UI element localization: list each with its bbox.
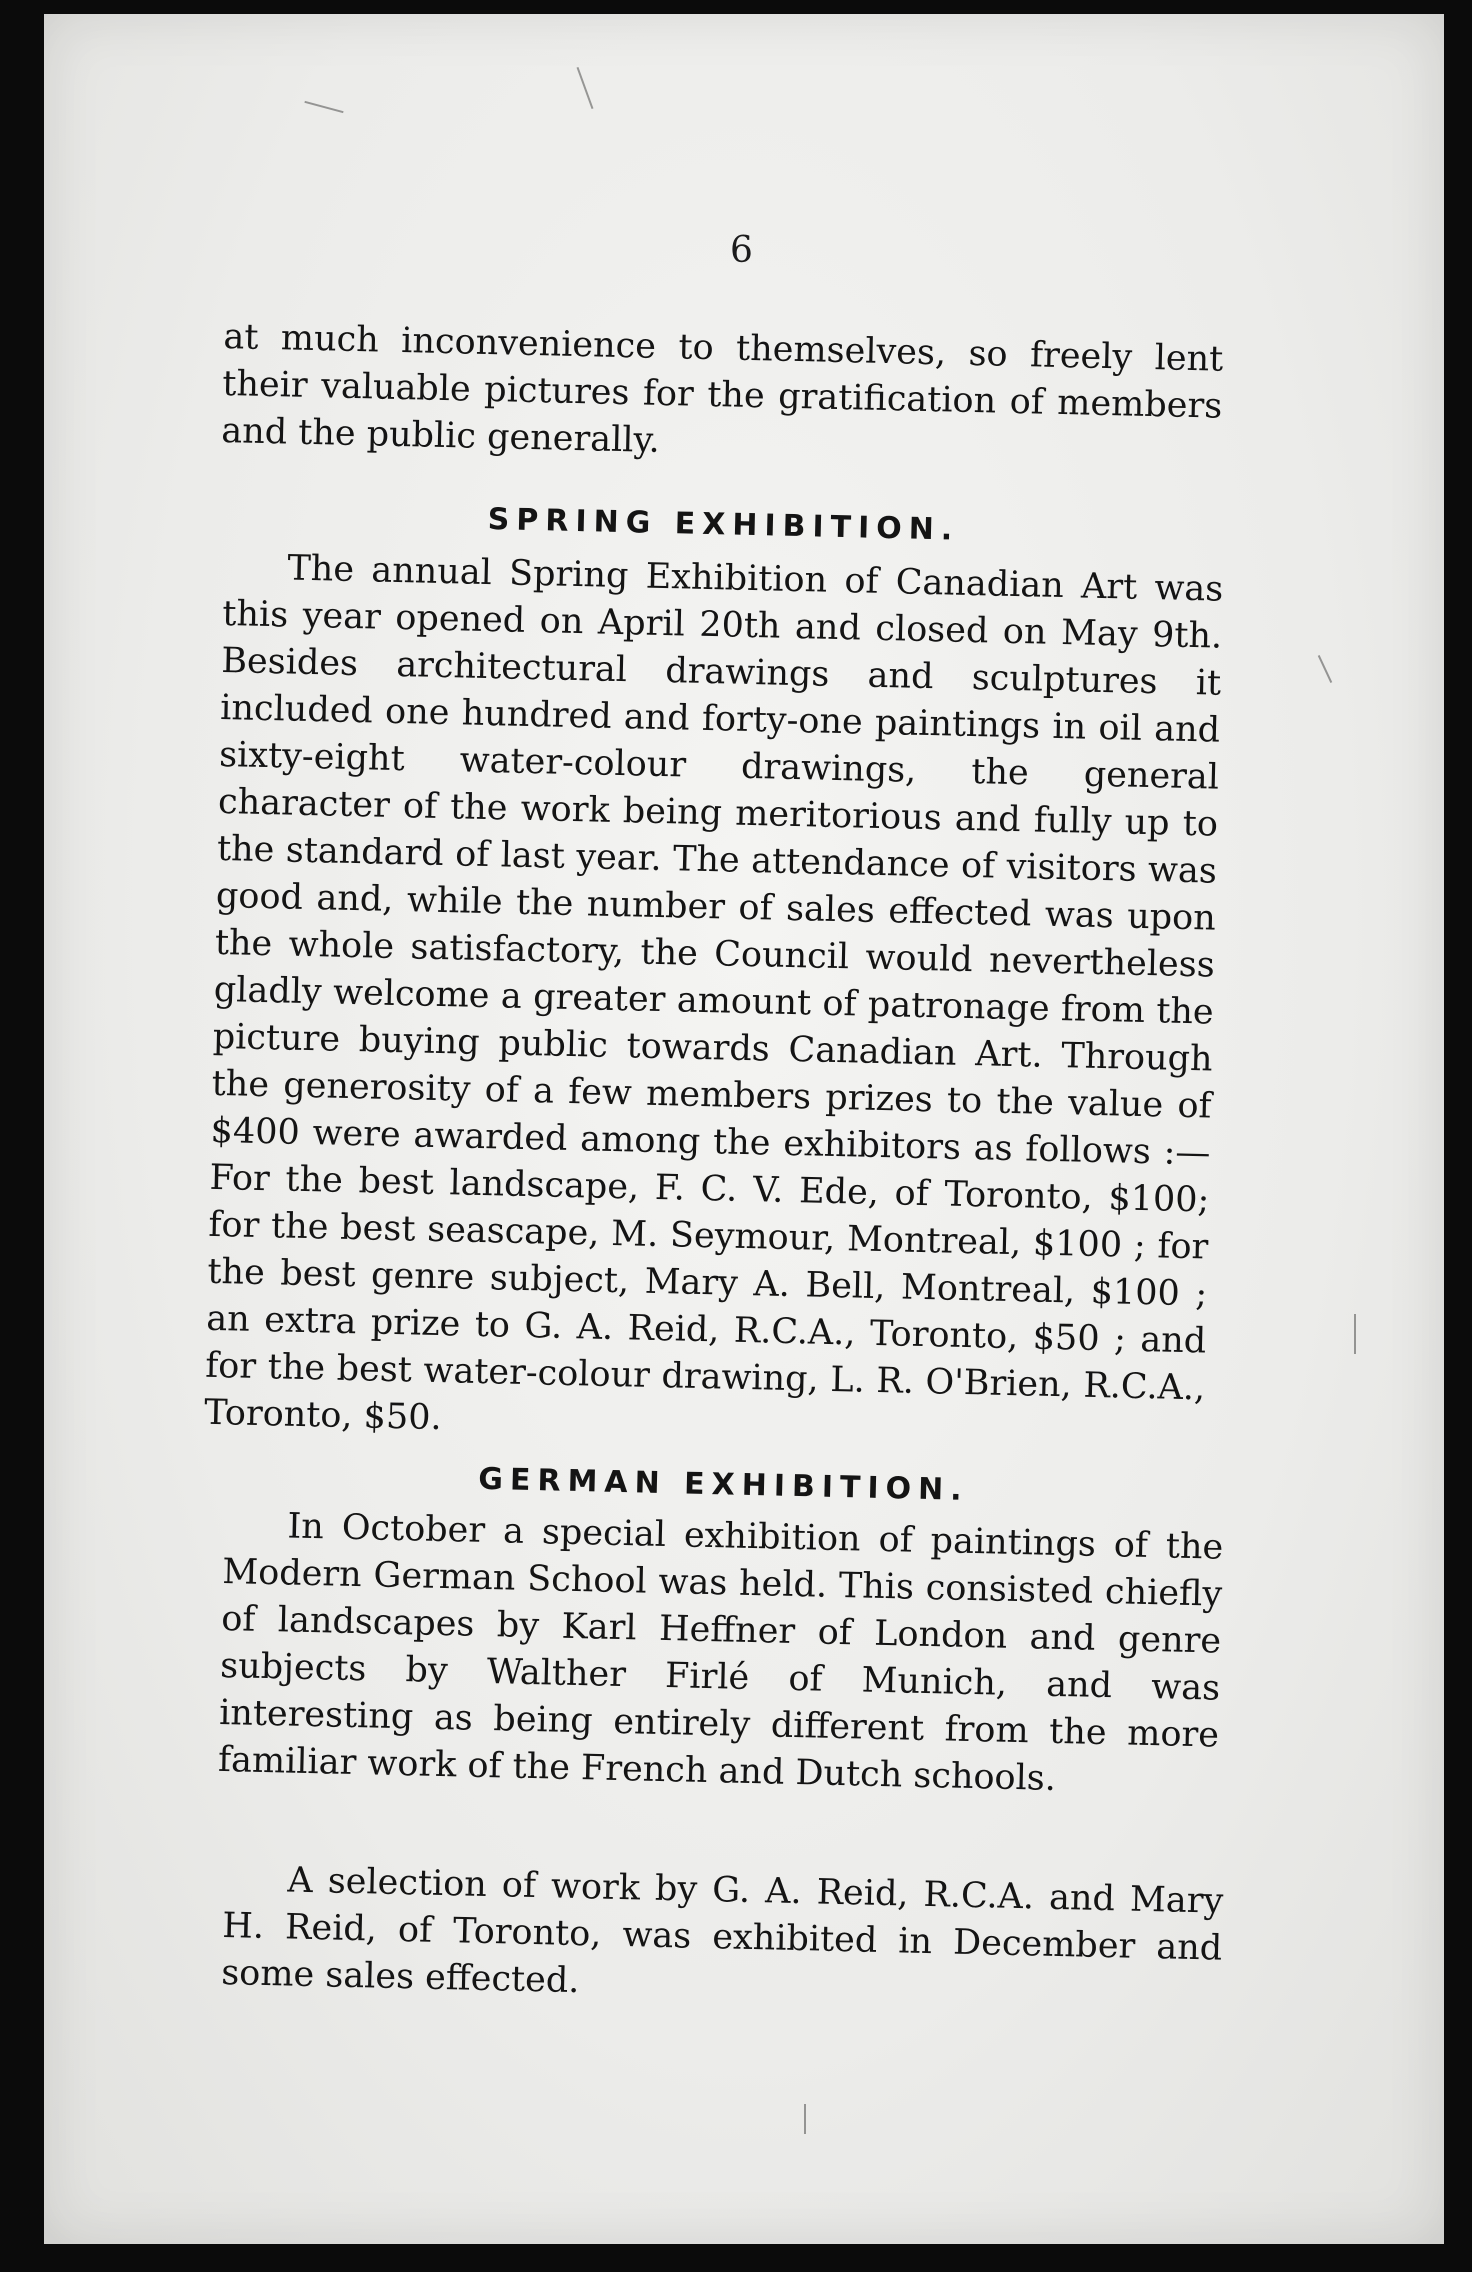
intro-paragraph: at much inconvenience to themselves, so freely lent their valuable pictures for the gratification of members and the public generally. bbox=[220, 316, 1224, 461]
spring-exhibition-section bbox=[204, 544, 1224, 1459]
scan-speck bbox=[804, 2104, 806, 2134]
reid-selection-section bbox=[221, 1856, 1224, 2020]
german-exhibition-paragraph: In October a special exhibition of paintings of the Modern German School was held. This consisted chiefly of landscapes by Karl Heffner of London and genre subjects by Walther Firlé of Munich, and was interesting as being entirely different from the more familiar work of the French and Dutch schools. bbox=[217, 1506, 1224, 1799]
scan-speck bbox=[1354, 1314, 1356, 1354]
intro-continuation bbox=[221, 314, 1224, 478]
german-exhibition-heading: GERMAN EXHIBITION. bbox=[477, 1461, 970, 1508]
german-exhibition-section bbox=[218, 1502, 1224, 1807]
document-page bbox=[44, 14, 1444, 2244]
scan-speck bbox=[304, 101, 343, 113]
spring-exhibition-paragraph: The annual Spring Exhibition of Canadian Art was this year opened on April 20th and closed on May 9th. Besides architectural drawings and sculptures it included one hundred and forty-one paintings in oil and sixty-eight water-colour drawings, the general character of the work being meritorious and fully up to the standard of last year. The attendance of visitors was good and, while the number of sales effected was upon the whole satisfactory, the Council would nevertheless gladly welcome a greater amount of patronage from the picture buying public towards Canadian Art. Through the generosity of a few members prizes to the value of $400 were awarded among the exhibitors as follows :— For the best landscape, F. C. V. Ede, of Toronto, $100; for the best seascape, M. Seymour, Montreal, $100 ; for the best genre subject, Mary A. Bell, Montreal, $100 ; an extra prize to G. A. Reid, R.C.A., Toronto, $50 ; and for the best water-colour drawing, L. R. O'Brien, R.C.A., Toronto, $50. bbox=[203, 548, 1224, 1439]
scan-speck bbox=[577, 67, 594, 109]
scan-speck bbox=[1318, 655, 1332, 683]
reid-selection-paragraph: A selection of work by G. A. Reid, R.C.A. and Mary H. Reid, of Toronto, was exhibited in December and some sales effected. bbox=[220, 1860, 1224, 2002]
page-number: 6 bbox=[730, 230, 753, 271]
spring-exhibition-heading: SPRING EXHIBITION. bbox=[487, 501, 960, 548]
